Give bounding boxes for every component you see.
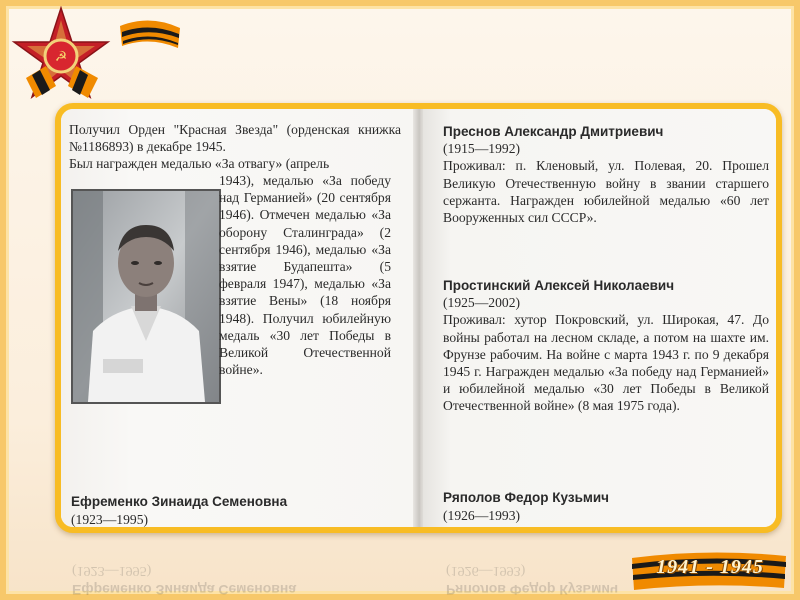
right-page: [423, 109, 776, 527]
reflection-name: Ефременко Зинаида Семеновна: [72, 582, 297, 598]
awards-text: 1943), медалью «За победу над Германией» (20 сентября 1946). Отмечен медалью «За оборону Сталинграда» (2 сентября 1946), медалью «За взятие Будапешта» (5 февраля 1947), медалью «За взятие Вены» (18 ноября 1948). Получил юбилейную медаль «30 лет Победы в Великой Отечественной войне».: [219, 173, 391, 378]
person-bio: Проживал: п. Кленовый, ул. Полевая, 20. Прошел Великую Отечественную войну в звании старшего сержанта. Награжден юбилейной медалью «60 лет Вооруженных сил СССР».: [443, 158, 769, 226]
person-name: Ряполов Федор Кузьмич: [443, 490, 610, 505]
intro-line: Получил Орден "Красная Звезда" (орденская книжка №1186893) в декабре 1945.: [69, 122, 401, 155]
reflection-name: Ряполов Федор Кузьмич: [446, 582, 619, 598]
person-name: Простинский Алексей Николаевич: [443, 278, 675, 293]
left-intro: [69, 121, 401, 173]
person-years: (1926—1993): [443, 508, 521, 523]
person-bio: Проживал: хутор Покровский, ул. Широкая, 47. До войны работал на лесном складе, а потом на шахте им. Фрунзе рабочим. На войне с марта 1943 г. по 9 декабря 1945 г. Награжден медалью «За победу над Германией» и юбилейной медалью «30 лет Победы в Великой Отечественной войне» (8 мая 1975 года).: [443, 312, 769, 414]
person-years: (1923—1995): [71, 512, 149, 527]
person-name: Ефременко Зинаида Семеновна: [71, 494, 288, 509]
person-years: (1915—1992): [443, 141, 521, 157]
reflection-years: (1926—1993): [446, 563, 526, 578]
open-book: [55, 103, 782, 533]
portrait-photo: [71, 189, 221, 404]
war-years-badge: 1941 - 1945: [656, 556, 764, 578]
intro-line: Был награжден медалью «За отвагу» (апрель: [69, 156, 330, 172]
order-red-star-icon: [6, 6, 121, 106]
left-page: [61, 109, 420, 527]
person-entry: [443, 123, 769, 226]
person-name: Преснов Александр Дмитриевич: [443, 124, 664, 139]
person-entry: [443, 277, 769, 415]
reflection-years: (1923—1995): [72, 563, 152, 578]
st-george-ribbon-icon: [120, 18, 180, 58]
svg-text:☭: ☭: [54, 49, 68, 65]
person-years: (1925—2002): [443, 295, 521, 311]
